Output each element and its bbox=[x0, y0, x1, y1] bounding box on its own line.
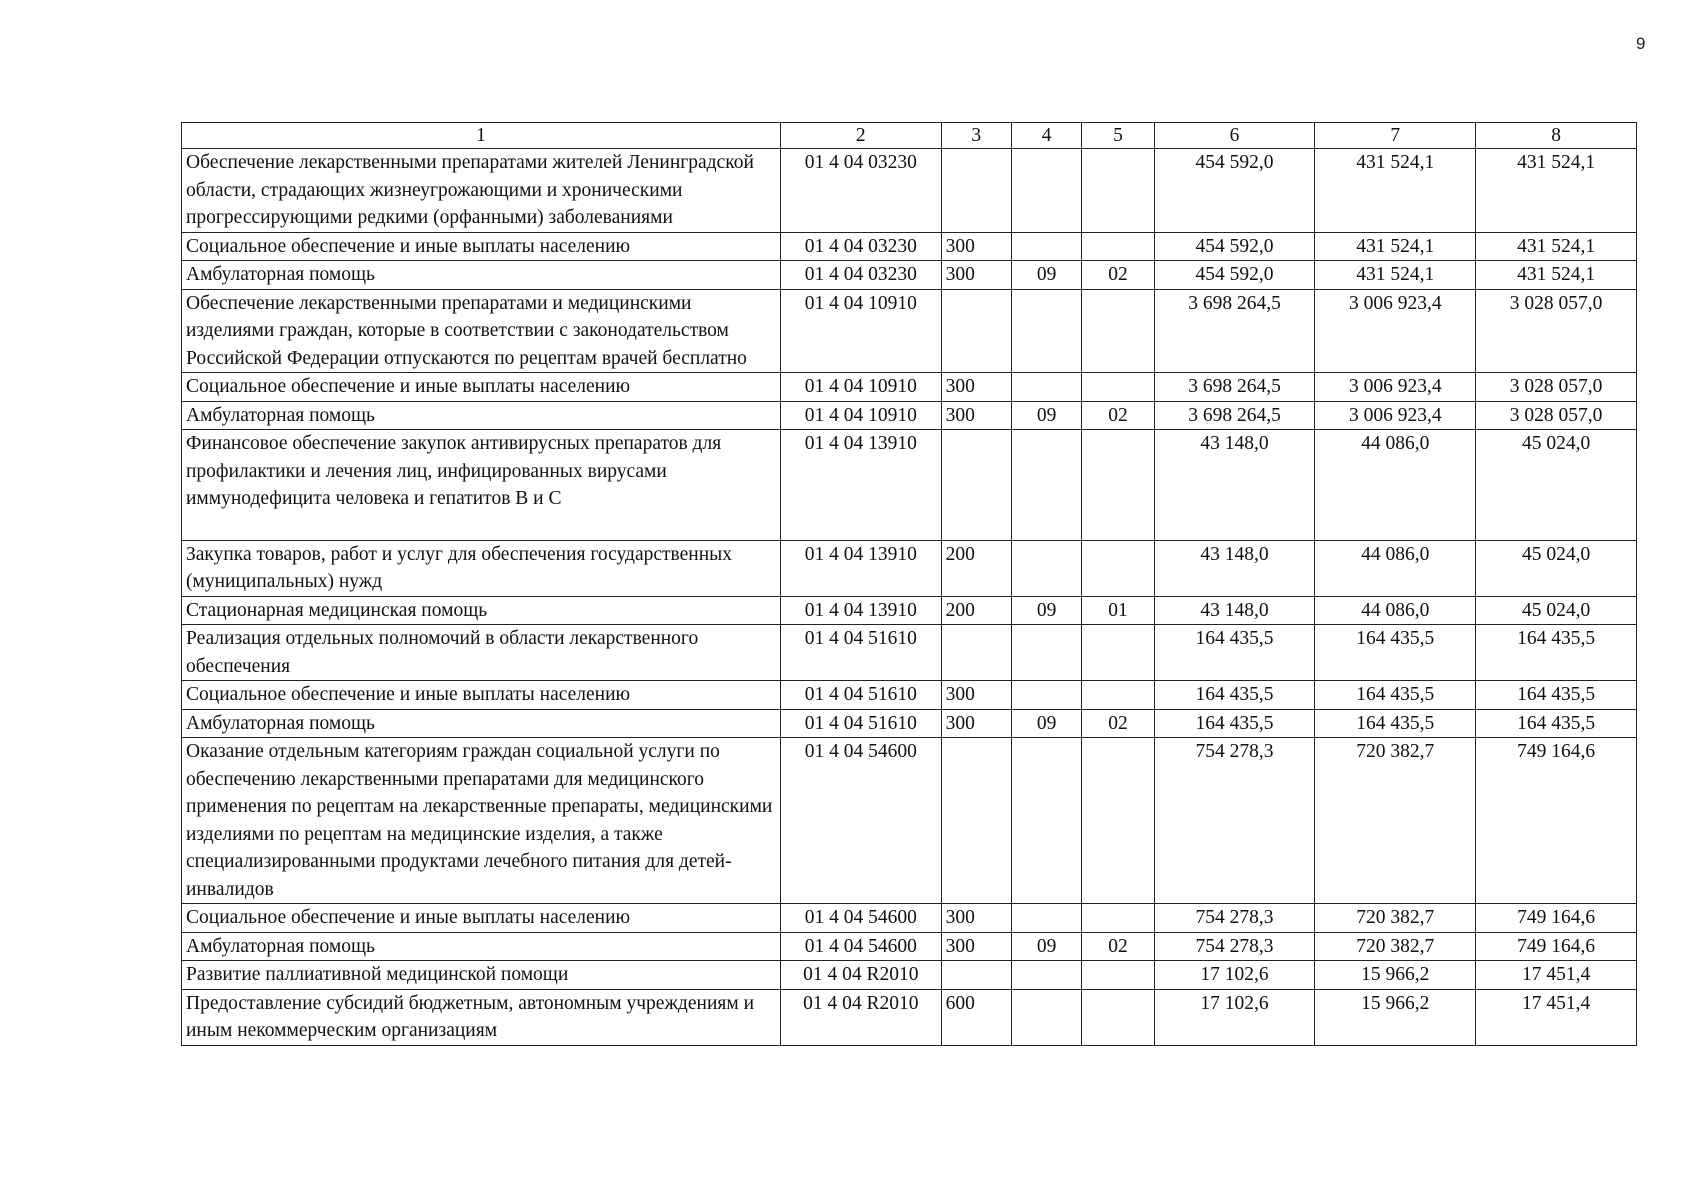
row-col4-cell: 09 bbox=[1011, 709, 1081, 738]
row-col5-cell bbox=[1082, 738, 1154, 904]
row-name-cell: Амбулаторная помощь bbox=[182, 709, 781, 738]
row-col7-cell: 44 086,0 bbox=[1315, 596, 1476, 625]
row-col3-cell: 300 bbox=[941, 373, 1011, 402]
row-col8-cell: 45 024,0 bbox=[1476, 540, 1637, 596]
row-name-cell: Социальное обеспечение и иные выплаты населению bbox=[182, 904, 781, 933]
row-col6-cell: 43 148,0 bbox=[1154, 596, 1315, 625]
row-name-cell: Амбулаторная помощь bbox=[182, 261, 781, 290]
row-col4-cell: 09 bbox=[1011, 401, 1081, 430]
row-col8-cell: 17 451,4 bbox=[1476, 961, 1637, 990]
table-row bbox=[182, 401, 1637, 430]
row-col7-cell: 44 086,0 bbox=[1315, 430, 1476, 541]
row-code-cell: 01 4 04 13910 bbox=[780, 430, 941, 541]
row-col4-cell: 09 bbox=[1011, 596, 1081, 625]
table-row bbox=[182, 373, 1637, 402]
column-header: 6 bbox=[1154, 123, 1315, 149]
row-col3-cell bbox=[941, 625, 1011, 681]
table-row bbox=[182, 681, 1637, 710]
table-row bbox=[182, 738, 1637, 904]
row-col6-cell: 43 148,0 bbox=[1154, 540, 1315, 596]
table-row bbox=[182, 904, 1637, 933]
row-col3-cell bbox=[941, 961, 1011, 990]
row-col4-cell bbox=[1011, 681, 1081, 710]
row-col7-cell: 720 382,7 bbox=[1315, 738, 1476, 904]
row-col7-cell: 431 524,1 bbox=[1315, 261, 1476, 290]
table-row bbox=[182, 709, 1637, 738]
row-code-cell: 01 4 04 03230 bbox=[780, 232, 941, 261]
row-code-cell: 01 4 04 54600 bbox=[780, 738, 941, 904]
row-col5-cell bbox=[1082, 430, 1154, 541]
row-col6-cell: 754 278,3 bbox=[1154, 904, 1315, 933]
row-col5-cell bbox=[1082, 540, 1154, 596]
row-name-cell: Амбулаторная помощь bbox=[182, 932, 781, 961]
row-col3-cell: 600 bbox=[941, 989, 1011, 1045]
row-code-cell: 01 4 04 03230 bbox=[780, 149, 941, 233]
table-row bbox=[182, 596, 1637, 625]
table-row bbox=[182, 540, 1637, 596]
row-col8-cell: 164 435,5 bbox=[1476, 681, 1637, 710]
row-col5-cell: 02 bbox=[1082, 401, 1154, 430]
row-code-cell: 01 4 04 10910 bbox=[780, 289, 941, 373]
row-col6-cell: 164 435,5 bbox=[1154, 625, 1315, 681]
row-col4-cell bbox=[1011, 738, 1081, 904]
row-col5-cell bbox=[1082, 961, 1154, 990]
row-col4-cell bbox=[1011, 989, 1081, 1045]
table-row bbox=[182, 261, 1637, 290]
row-col6-cell: 17 102,6 bbox=[1154, 989, 1315, 1045]
row-code-cell: 01 4 04 10910 bbox=[780, 401, 941, 430]
row-col8-cell: 3 028 057,0 bbox=[1476, 373, 1637, 402]
row-col3-cell: 300 bbox=[941, 681, 1011, 710]
row-col8-cell: 45 024,0 bbox=[1476, 430, 1637, 541]
row-col8-cell: 749 164,6 bbox=[1476, 932, 1637, 961]
row-code-cell: 01 4 04 10910 bbox=[780, 373, 941, 402]
row-col8-cell: 749 164,6 bbox=[1476, 904, 1637, 933]
row-name-cell: Социальное обеспечение и иные выплаты населению bbox=[182, 681, 781, 710]
row-col5-cell bbox=[1082, 989, 1154, 1045]
row-col4-cell bbox=[1011, 625, 1081, 681]
row-col8-cell: 164 435,5 bbox=[1476, 709, 1637, 738]
budget-table bbox=[181, 122, 1637, 1046]
row-name-cell: Социальное обеспечение и иные выплаты населению bbox=[182, 373, 781, 402]
row-code-cell: 01 4 04 13910 bbox=[780, 540, 941, 596]
row-name-cell: Оказание отдельным категориям граждан социальной услуги по обеспечению лекарственными препаратами для медицинского применения по рецептам на лекарственные препараты, медицинскими изделиями по рецептам на медицинские изделия, а также специализированными продуктами лечебного питания для детей-инвалидов bbox=[182, 738, 781, 904]
row-code-cell: 01 4 04 54600 bbox=[780, 904, 941, 933]
row-col6-cell: 754 278,3 bbox=[1154, 738, 1315, 904]
row-name-cell: Обеспечение лекарственными препаратами и медицинскими изделиями граждан, которые в соответствии с законодательством Российской Федерации отпускаются по рецептам врачей бесплатно bbox=[182, 289, 781, 373]
row-name-cell: Социальное обеспечение и иные выплаты населению bbox=[182, 232, 781, 261]
row-col6-cell: 454 592,0 bbox=[1154, 149, 1315, 233]
row-name-cell: Финансовое обеспечение закупок антивирусных препаратов для профилактики и лечения лиц, инфицированных вирусами иммунодефицита человека и гепатитов В и С bbox=[182, 430, 781, 541]
row-name-cell: Предоставление субсидий бюджетным, автономным учреждениям и иным некоммерческим организациям bbox=[182, 989, 781, 1045]
row-col5-cell bbox=[1082, 232, 1154, 261]
row-code-cell: 01 4 04 13910 bbox=[780, 596, 941, 625]
row-col7-cell: 164 435,5 bbox=[1315, 681, 1476, 710]
table-header-row bbox=[182, 123, 1637, 149]
table-body bbox=[182, 149, 1637, 1046]
row-col7-cell: 15 966,2 bbox=[1315, 989, 1476, 1045]
row-col5-cell: 02 bbox=[1082, 709, 1154, 738]
row-col8-cell: 431 524,1 bbox=[1476, 261, 1637, 290]
row-col6-cell: 43 148,0 bbox=[1154, 430, 1315, 541]
row-col3-cell: 300 bbox=[941, 709, 1011, 738]
table-row bbox=[182, 961, 1637, 990]
row-col3-cell bbox=[941, 289, 1011, 373]
row-col3-cell: 300 bbox=[941, 904, 1011, 933]
row-name-cell: Стационарная медицинская помощь bbox=[182, 596, 781, 625]
row-name-cell: Реализация отдельных полномочий в области лекарственного обеспечения bbox=[182, 625, 781, 681]
row-name-cell: Амбулаторная помощь bbox=[182, 401, 781, 430]
row-name-cell: Закупка товаров, работ и услуг для обеспечения государственных (муниципальных) нужд bbox=[182, 540, 781, 596]
row-col7-cell: 3 006 923,4 bbox=[1315, 401, 1476, 430]
column-header: 7 bbox=[1315, 123, 1476, 149]
table-row bbox=[182, 232, 1637, 261]
row-col6-cell: 3 698 264,5 bbox=[1154, 401, 1315, 430]
row-col5-cell bbox=[1082, 681, 1154, 710]
table-row bbox=[182, 149, 1637, 233]
page-number: 9 bbox=[1636, 34, 1646, 53]
row-col3-cell bbox=[941, 430, 1011, 541]
column-header: 4 bbox=[1011, 123, 1081, 149]
row-name-cell: Развитие паллиативной медицинской помощи bbox=[182, 961, 781, 990]
row-col8-cell: 45 024,0 bbox=[1476, 596, 1637, 625]
row-col3-cell: 300 bbox=[941, 232, 1011, 261]
table-row bbox=[182, 625, 1637, 681]
row-col8-cell: 3 028 057,0 bbox=[1476, 401, 1637, 430]
column-header: 1 bbox=[182, 123, 781, 149]
row-col7-cell: 3 006 923,4 bbox=[1315, 373, 1476, 402]
row-code-cell: 01 4 04 51610 bbox=[780, 625, 941, 681]
row-col3-cell: 300 bbox=[941, 261, 1011, 290]
column-header: 5 bbox=[1082, 123, 1154, 149]
row-col5-cell: 02 bbox=[1082, 932, 1154, 961]
row-col5-cell bbox=[1082, 625, 1154, 681]
row-code-cell: 01 4 04 51610 bbox=[780, 681, 941, 710]
row-col4-cell bbox=[1011, 540, 1081, 596]
row-col7-cell: 164 435,5 bbox=[1315, 709, 1476, 738]
row-col6-cell: 454 592,0 bbox=[1154, 261, 1315, 290]
row-col7-cell: 431 524,1 bbox=[1315, 232, 1476, 261]
row-code-cell: 01 4 04 R2010 bbox=[780, 961, 941, 990]
row-col5-cell bbox=[1082, 289, 1154, 373]
table-row bbox=[182, 430, 1637, 541]
row-col5-cell: 01 bbox=[1082, 596, 1154, 625]
row-col8-cell: 749 164,6 bbox=[1476, 738, 1637, 904]
row-col4-cell bbox=[1011, 373, 1081, 402]
column-header: 8 bbox=[1476, 123, 1637, 149]
row-col8-cell: 431 524,1 bbox=[1476, 149, 1637, 233]
row-col6-cell: 754 278,3 bbox=[1154, 932, 1315, 961]
row-col5-cell: 02 bbox=[1082, 261, 1154, 290]
row-col8-cell: 17 451,4 bbox=[1476, 989, 1637, 1045]
row-col6-cell: 3 698 264,5 bbox=[1154, 373, 1315, 402]
row-col8-cell: 3 028 057,0 bbox=[1476, 289, 1637, 373]
row-col8-cell: 431 524,1 bbox=[1476, 232, 1637, 261]
table-row bbox=[182, 289, 1637, 373]
row-col5-cell bbox=[1082, 149, 1154, 233]
row-col3-cell bbox=[941, 738, 1011, 904]
row-col6-cell: 164 435,5 bbox=[1154, 681, 1315, 710]
row-col3-cell: 300 bbox=[941, 932, 1011, 961]
row-col4-cell bbox=[1011, 232, 1081, 261]
row-col7-cell: 720 382,7 bbox=[1315, 932, 1476, 961]
row-col4-cell bbox=[1011, 289, 1081, 373]
row-col5-cell bbox=[1082, 373, 1154, 402]
row-col7-cell: 720 382,7 bbox=[1315, 904, 1476, 933]
row-col4-cell bbox=[1011, 430, 1081, 541]
row-col4-cell: 09 bbox=[1011, 932, 1081, 961]
row-col6-cell: 454 592,0 bbox=[1154, 232, 1315, 261]
row-code-cell: 01 4 04 51610 bbox=[780, 709, 941, 738]
row-code-cell: 01 4 04 03230 bbox=[780, 261, 941, 290]
row-col5-cell bbox=[1082, 904, 1154, 933]
row-col4-cell bbox=[1011, 149, 1081, 233]
row-col4-cell bbox=[1011, 961, 1081, 990]
row-code-cell: 01 4 04 R2010 bbox=[780, 989, 941, 1045]
row-name-cell: Обеспечение лекарственными препаратами жителей Ленинградской области, страдающих жизнеугрожающими и хроническими прогрессирующими редкими (орфанными) заболеваниями bbox=[182, 149, 781, 233]
row-col4-cell: 09 bbox=[1011, 261, 1081, 290]
row-col7-cell: 431 524,1 bbox=[1315, 149, 1476, 233]
row-col7-cell: 15 966,2 bbox=[1315, 961, 1476, 990]
table-row bbox=[182, 989, 1637, 1045]
row-col4-cell bbox=[1011, 904, 1081, 933]
row-col3-cell: 200 bbox=[941, 540, 1011, 596]
row-col3-cell: 200 bbox=[941, 596, 1011, 625]
row-col7-cell: 44 086,0 bbox=[1315, 540, 1476, 596]
row-col7-cell: 164 435,5 bbox=[1315, 625, 1476, 681]
row-col6-cell: 17 102,6 bbox=[1154, 961, 1315, 990]
row-col8-cell: 164 435,5 bbox=[1476, 625, 1637, 681]
row-col7-cell: 3 006 923,4 bbox=[1315, 289, 1476, 373]
row-col3-cell bbox=[941, 149, 1011, 233]
column-header: 3 bbox=[941, 123, 1011, 149]
row-col3-cell: 300 bbox=[941, 401, 1011, 430]
row-col6-cell: 3 698 264,5 bbox=[1154, 289, 1315, 373]
row-col6-cell: 164 435,5 bbox=[1154, 709, 1315, 738]
table-row bbox=[182, 932, 1637, 961]
column-header: 2 bbox=[780, 123, 941, 149]
row-code-cell: 01 4 04 54600 bbox=[780, 932, 941, 961]
